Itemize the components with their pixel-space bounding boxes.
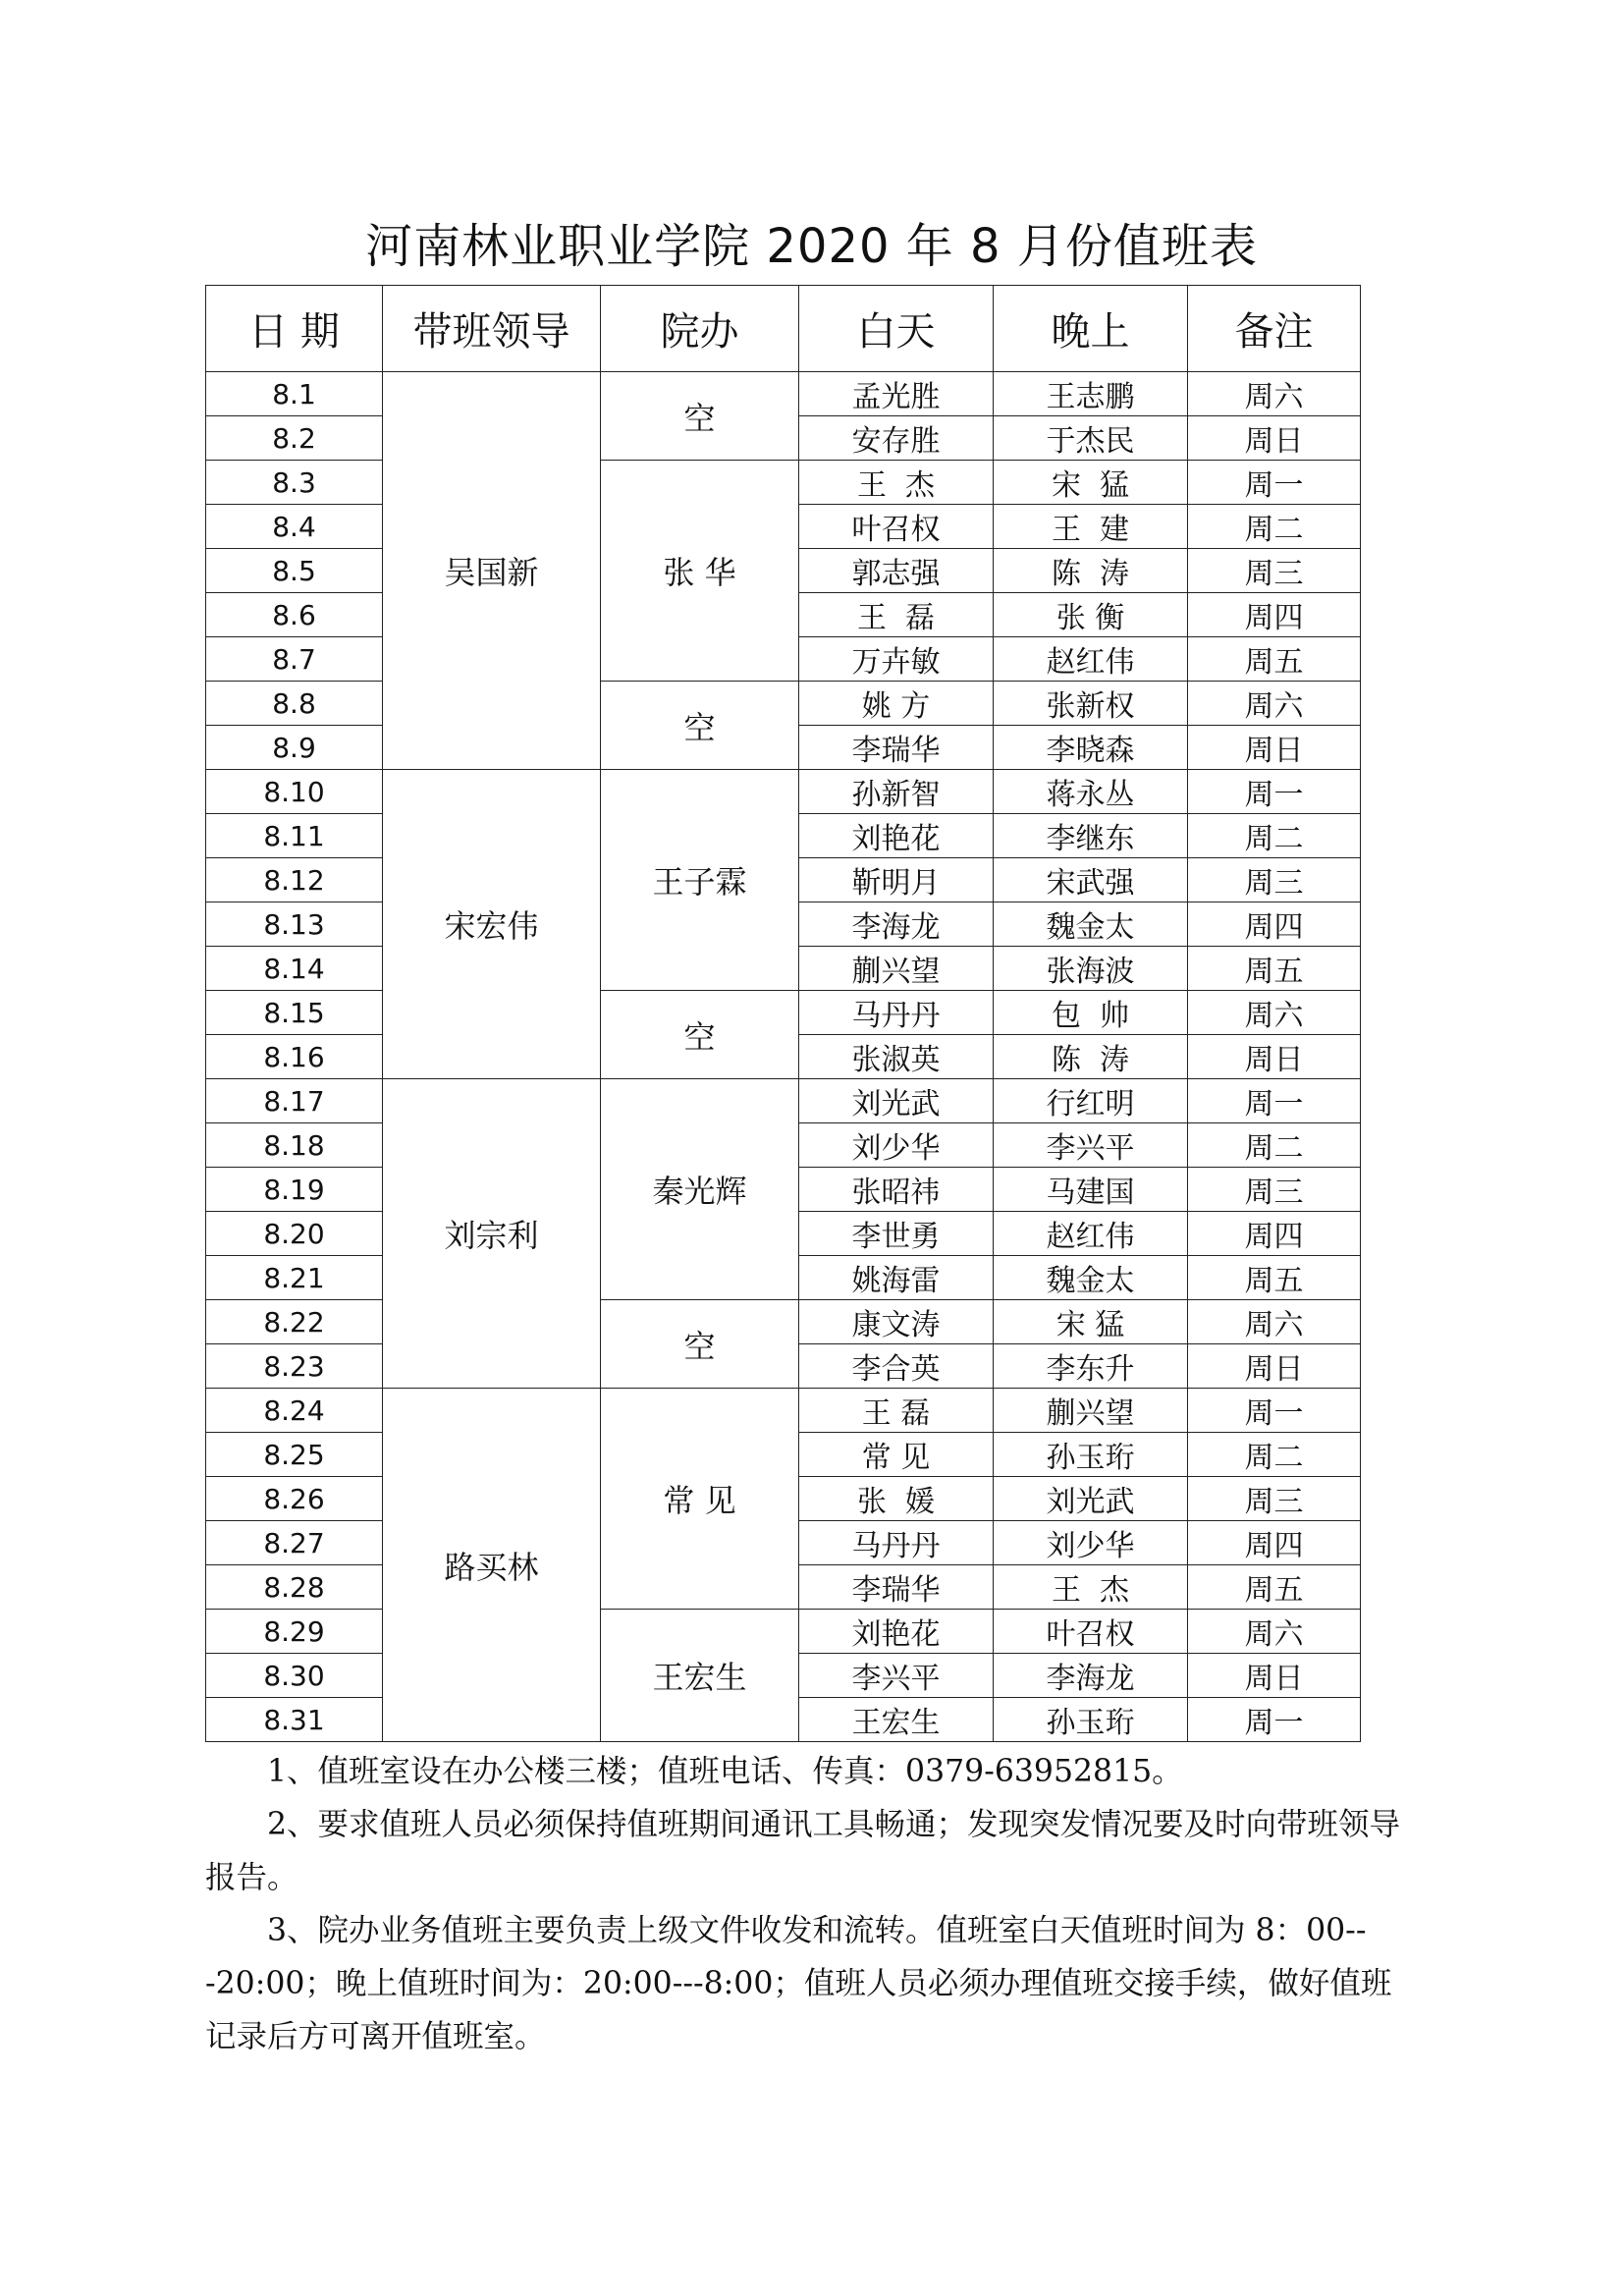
note-cell: 周六 [1188, 1610, 1361, 1654]
date-cell: 8.30 [206, 1654, 383, 1698]
night-duty-cell: 刘光武 [994, 1477, 1188, 1521]
date-cell: 8.9 [206, 726, 383, 770]
day-duty-cell: 李瑞华 [799, 1565, 994, 1610]
date-cell: 8.13 [206, 902, 383, 947]
night-duty-cell: 王志鹏 [994, 372, 1188, 416]
day-duty-cell: 张昭祎 [799, 1168, 994, 1212]
night-duty-cell: 宋 猛 [994, 1300, 1188, 1344]
night-duty-cell: 李东升 [994, 1344, 1188, 1389]
note-cell: 周三 [1188, 549, 1361, 593]
note-cell: 周日 [1188, 1344, 1361, 1389]
day-duty-cell: 孙新智 [799, 770, 994, 814]
note-cell: 周日 [1188, 416, 1361, 461]
header-note: 备注 [1188, 286, 1361, 372]
date-cell: 8.15 [206, 991, 383, 1035]
night-duty-cell: 张海波 [994, 947, 1188, 991]
office-cell: 秦光辉 [601, 1079, 799, 1300]
date-cell: 8.20 [206, 1212, 383, 1256]
note-cell: 周二 [1188, 505, 1361, 549]
day-duty-cell: 李海龙 [799, 902, 994, 947]
office-cell: 王宏生 [601, 1610, 799, 1742]
day-duty-cell: 马丹丹 [799, 1521, 994, 1565]
duty-table-body [206, 372, 1361, 1742]
night-duty-cell: 孙玉珩 [994, 1698, 1188, 1742]
table-row [206, 372, 1361, 416]
date-cell: 8.28 [206, 1565, 383, 1610]
leader-cell: 吴国新 [383, 372, 601, 770]
date-cell: 8.5 [206, 549, 383, 593]
night-duty-cell: 王 建 [994, 505, 1188, 549]
office-cell: 空 [601, 682, 799, 770]
header-leader: 带班领导 [383, 286, 601, 372]
night-duty-cell: 王 杰 [994, 1565, 1188, 1610]
day-duty-cell: 常 见 [799, 1433, 994, 1477]
date-cell: 8.26 [206, 1477, 383, 1521]
office-cell: 张 华 [601, 461, 799, 682]
header-night: 晚上 [994, 286, 1188, 372]
table-row [206, 1079, 1361, 1123]
note-cell: 周二 [1188, 814, 1361, 858]
date-cell: 8.14 [206, 947, 383, 991]
table-row [206, 991, 1361, 1035]
note-cell: 周三 [1188, 858, 1361, 902]
day-duty-cell: 刘少华 [799, 1123, 994, 1168]
night-duty-cell: 宋 猛 [994, 461, 1188, 505]
night-duty-cell: 马建国 [994, 1168, 1188, 1212]
night-duty-cell: 刘少华 [994, 1521, 1188, 1565]
date-cell: 8.23 [206, 1344, 383, 1389]
day-duty-cell: 孟光胜 [799, 372, 994, 416]
date-cell: 8.18 [206, 1123, 383, 1168]
note-cell: 周三 [1188, 1477, 1361, 1521]
note-cell: 周六 [1188, 372, 1361, 416]
table-row [206, 770, 1361, 814]
table-row [206, 682, 1361, 726]
date-cell: 8.10 [206, 770, 383, 814]
date-cell: 8.29 [206, 1610, 383, 1654]
night-duty-cell: 张 衡 [994, 593, 1188, 637]
leader-cell: 路买林 [383, 1389, 601, 1742]
night-duty-cell: 李兴平 [994, 1123, 1188, 1168]
date-cell: 8.19 [206, 1168, 383, 1212]
date-cell: 8.25 [206, 1433, 383, 1477]
day-duty-cell: 王 磊 [799, 593, 994, 637]
night-duty-cell: 陈 涛 [994, 1035, 1188, 1079]
day-duty-cell: 马丹丹 [799, 991, 994, 1035]
note-cell: 周四 [1188, 1521, 1361, 1565]
date-cell: 8.11 [206, 814, 383, 858]
page-title: 河南林业职业学院 2020 年 8 月份值班表 [365, 219, 1258, 274]
night-duty-cell: 李晓森 [994, 726, 1188, 770]
note-cell: 周日 [1188, 1654, 1361, 1698]
night-duty-cell: 李海龙 [994, 1654, 1188, 1698]
note-paragraph: 1、值班室设在办公楼三楼；值班电话、传真：0379-63952815。 [267, 1754, 1183, 1789]
office-cell: 空 [601, 1300, 799, 1389]
day-duty-cell: 王 杰 [799, 461, 994, 505]
note-cell: 周四 [1188, 593, 1361, 637]
night-duty-cell: 魏金太 [994, 902, 1188, 947]
day-duty-cell: 姚 方 [799, 682, 994, 726]
note-cell: 周三 [1188, 1168, 1361, 1212]
date-cell: 8.17 [206, 1079, 383, 1123]
date-cell: 8.8 [206, 682, 383, 726]
day-duty-cell: 刘艳花 [799, 1610, 994, 1654]
note-cell: 周日 [1188, 726, 1361, 770]
note-cell: 周日 [1188, 1035, 1361, 1079]
date-cell: 8.6 [206, 593, 383, 637]
day-duty-cell: 张淑英 [799, 1035, 994, 1079]
night-duty-cell: 行红明 [994, 1079, 1188, 1123]
day-duty-cell: 张 媛 [799, 1477, 994, 1521]
office-cell: 空 [601, 991, 799, 1079]
table-row [206, 461, 1361, 505]
note-cell: 周一 [1188, 1079, 1361, 1123]
night-duty-cell: 蒋永丛 [994, 770, 1188, 814]
header-day: 白天 [799, 286, 994, 372]
date-cell: 8.1 [206, 372, 383, 416]
note-cell: 周一 [1188, 1698, 1361, 1742]
date-cell: 8.4 [206, 505, 383, 549]
note-cell: 周五 [1188, 637, 1361, 682]
day-duty-cell: 叶召权 [799, 505, 994, 549]
night-duty-cell: 魏金太 [994, 1256, 1188, 1300]
night-duty-cell: 孙玉珩 [994, 1433, 1188, 1477]
office-cell: 常 见 [601, 1389, 799, 1610]
note-cell: 周二 [1188, 1123, 1361, 1168]
day-duty-cell: 蒯兴望 [799, 947, 994, 991]
night-duty-cell: 赵红伟 [994, 637, 1188, 682]
day-duty-cell: 安存胜 [799, 416, 994, 461]
note-cell: 周二 [1188, 1433, 1361, 1477]
header-row [206, 286, 1361, 372]
day-duty-cell: 刘光武 [799, 1079, 994, 1123]
day-duty-cell: 李兴平 [799, 1654, 994, 1698]
day-duty-cell: 康文涛 [799, 1300, 994, 1344]
day-duty-cell: 李瑞华 [799, 726, 994, 770]
note-cell: 周五 [1188, 1565, 1361, 1610]
date-cell: 8.3 [206, 461, 383, 505]
date-cell: 8.24 [206, 1389, 383, 1433]
day-duty-cell: 王宏生 [799, 1698, 994, 1742]
day-duty-cell: 李世勇 [799, 1212, 994, 1256]
note-paragraph: 2、要求值班人员必须保持值班期间通讯工具畅通；发现突发情况要及时向带班领导报告。 [205, 1807, 1401, 1895]
office-cell: 空 [601, 372, 799, 461]
notes-section [205, 1745, 1413, 2063]
duty-table [205, 285, 1361, 1742]
note-cell: 周四 [1188, 902, 1361, 947]
date-cell: 8.21 [206, 1256, 383, 1300]
date-cell: 8.31 [206, 1698, 383, 1742]
date-cell: 8.7 [206, 637, 383, 682]
day-duty-cell: 靳明月 [799, 858, 994, 902]
date-cell: 8.27 [206, 1521, 383, 1565]
table-row [206, 1610, 1361, 1654]
note-cell: 周一 [1188, 770, 1361, 814]
night-duty-cell: 蒯兴望 [994, 1389, 1188, 1433]
night-duty-cell: 李继东 [994, 814, 1188, 858]
day-duty-cell: 李合英 [799, 1344, 994, 1389]
note-cell: 周六 [1188, 991, 1361, 1035]
header-date: 日 期 [206, 286, 383, 372]
night-duty-cell: 宋武强 [994, 858, 1188, 902]
office-cell: 王子霖 [601, 770, 799, 991]
note-cell: 周一 [1188, 1389, 1361, 1433]
night-duty-cell: 叶召权 [994, 1610, 1188, 1654]
night-duty-cell: 张新权 [994, 682, 1188, 726]
note-cell: 周一 [1188, 461, 1361, 505]
note-cell: 周五 [1188, 1256, 1361, 1300]
day-duty-cell: 刘艳花 [799, 814, 994, 858]
note-cell: 周四 [1188, 1212, 1361, 1256]
date-cell: 8.12 [206, 858, 383, 902]
date-cell: 8.16 [206, 1035, 383, 1079]
note-cell: 周六 [1188, 682, 1361, 726]
note-cell: 周五 [1188, 947, 1361, 991]
day-duty-cell: 郭志强 [799, 549, 994, 593]
date-cell: 8.22 [206, 1300, 383, 1344]
night-duty-cell: 包 帅 [994, 991, 1188, 1035]
night-duty-cell: 陈 涛 [994, 549, 1188, 593]
note-cell: 周六 [1188, 1300, 1361, 1344]
table-row [206, 1389, 1361, 1433]
leader-cell: 宋宏伟 [383, 770, 601, 1079]
day-duty-cell: 姚海雷 [799, 1256, 994, 1300]
night-duty-cell: 于杰民 [994, 416, 1188, 461]
leader-cell: 刘宗利 [383, 1079, 601, 1389]
header-office: 院办 [601, 286, 799, 372]
note-paragraph: 3、院办业务值班主要负责上级文件收发和流转。值班室白天值班时间为 8：00---20:00；晚上值班时间为：20:00---8:00；值班人员必须办理值班交接手续，做好值班记录后方可离开值班室。 [205, 1913, 1392, 2054]
date-cell: 8.2 [206, 416, 383, 461]
night-duty-cell: 赵红伟 [994, 1212, 1188, 1256]
table-row [206, 1300, 1361, 1344]
day-duty-cell: 万卉敏 [799, 637, 994, 682]
day-duty-cell: 王 磊 [799, 1389, 994, 1433]
